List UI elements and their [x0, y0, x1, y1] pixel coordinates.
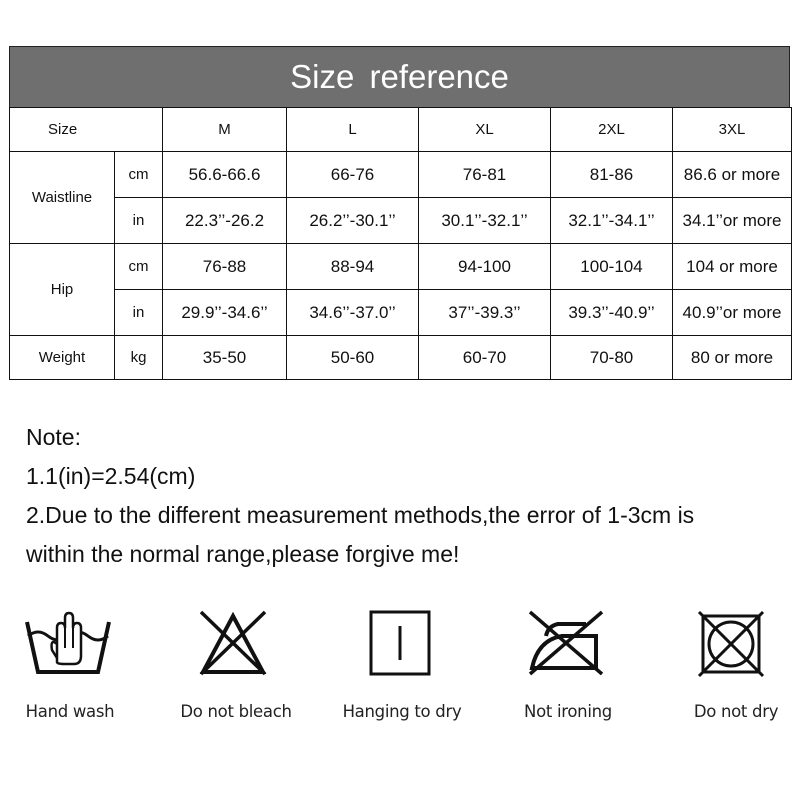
table-cell: 40.9’’or more — [673, 290, 792, 336]
no-tumble-dry-icon — [697, 610, 765, 678]
care-label-hang-dry: Hanging to dry — [342, 702, 462, 721]
unit-cell: cm — [115, 244, 163, 290]
size-table — [9, 107, 792, 380]
table-cell: 37’’-39.3’’ — [419, 290, 551, 336]
table-cell: 60-70 — [419, 336, 551, 380]
hand-wash-icon — [24, 608, 112, 678]
table-cell: 66-76 — [287, 152, 419, 198]
table-cell: 70-80 — [551, 336, 673, 380]
unit-cell: in — [115, 290, 163, 336]
row-group-weight: Weight — [10, 336, 115, 380]
notes-section — [26, 418, 786, 574]
table-cell: 32.1’’-34.1’’ — [551, 198, 673, 244]
size-column-header: 2XL — [551, 108, 673, 152]
unit-cell: kg — [115, 336, 163, 380]
care-label-hand-wash: Hand wash — [25, 702, 115, 721]
note-line: 2.Due to the different measurement methods,the error of 1-3cm is — [26, 502, 695, 528]
note-line: within the normal range,please forgive me! — [26, 541, 460, 567]
table-cell: 35-50 — [163, 336, 287, 380]
care-instructions — [0, 608, 800, 728]
row-group-waistline: Waistline — [10, 152, 115, 244]
table-cell: 76-88 — [163, 244, 287, 290]
table-cell: 34.1’’or more — [673, 198, 792, 244]
table-row — [10, 152, 792, 198]
size-header-cell: Size — [10, 108, 163, 152]
table-cell: 30.1’’-32.1’’ — [419, 198, 551, 244]
size-column-header: XL — [419, 108, 551, 152]
table-cell: 26.2’’-30.1’’ — [287, 198, 419, 244]
table-cell: 80 or more — [673, 336, 792, 380]
no-bleach-icon — [199, 610, 267, 676]
unit-cell: in — [115, 198, 163, 244]
table-row — [10, 336, 792, 380]
table-cell: 104 or more — [673, 244, 792, 290]
care-label-no-iron: Not ironing — [524, 702, 612, 721]
table-cell: 81-86 — [551, 152, 673, 198]
care-label-no-bleach: Do not bleach — [180, 702, 292, 721]
table-cell: 50-60 — [287, 336, 419, 380]
table-cell: 56.6-66.6 — [163, 152, 287, 198]
row-group-hip: Hip — [10, 244, 115, 336]
table-cell: 39.3’’-40.9’’ — [551, 290, 673, 336]
size-column-header: 3XL — [673, 108, 792, 152]
table-row — [10, 290, 792, 336]
unit-cell: cm — [115, 152, 163, 198]
care-label-no-dry: Do not dry — [693, 702, 779, 721]
table-header-row — [10, 108, 792, 152]
table-row — [10, 244, 792, 290]
table-cell: 76-81 — [419, 152, 551, 198]
table-row — [10, 198, 792, 244]
table-cell: 29.9’’-34.6’’ — [163, 290, 287, 336]
table-cell: 94-100 — [419, 244, 551, 290]
size-column-header: L — [287, 108, 419, 152]
size-column-header: M — [163, 108, 287, 152]
table-cell: 86.6 or more — [673, 152, 792, 198]
table-cell: 34.6’’-37.0’’ — [287, 290, 419, 336]
page-title: Size reference — [9, 46, 790, 108]
table-cell: 22.3’’-26.2 — [163, 198, 287, 244]
hang-dry-icon — [369, 610, 431, 676]
no-iron-icon — [526, 610, 606, 676]
notes-heading: Note: — [26, 424, 81, 450]
table-cell: 100-104 — [551, 244, 673, 290]
table-cell: 88-94 — [287, 244, 419, 290]
note-line: 1.1(in)=2.54(cm) — [26, 463, 196, 489]
